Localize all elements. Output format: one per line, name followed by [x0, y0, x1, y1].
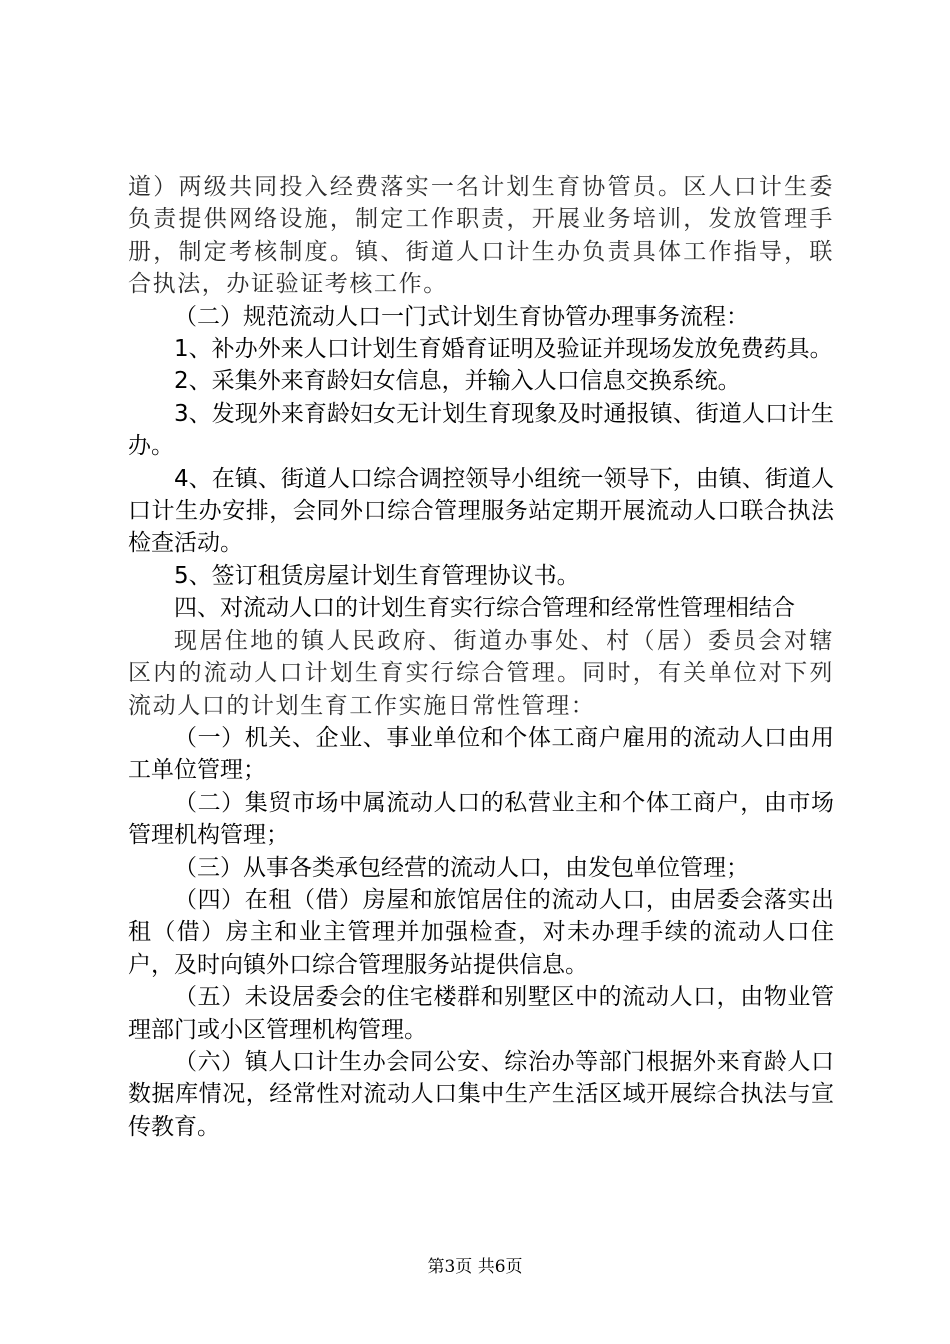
paragraph-section-heading: （二）规范流动人口一门式计划生育协管办理事务流程： — [174, 303, 749, 330]
paragraph-item-5: 5、签订租赁房屋计划生育管理协议书。 — [174, 562, 580, 589]
paragraph-intro: 现居住地的镇人民政府、街道办事处、村（居）委员会对辖区内的流动人口计划生育实行综合管理。同时，有关单位对下列流动人口的计划生育工作实施日常性管理： — [128, 627, 834, 719]
paragraph-item-4: 4、在镇、街道人口综合调控领导小组统一领导下，由镇、街道人口计生办安排，会同外口综合管理服务站定期开展流动人口联合执法检查活动。 — [128, 465, 834, 557]
paragraph-sub-2: （二）集贸市场中属流动人口的私营业主和个体工商户，由市场管理机构管理； — [128, 789, 834, 849]
paragraph-sub-6: （六）镇人口计生办会同公安、综治办等部门根据外来育龄人口数据库情况，经常性对流动人口集中生产生活区域开展综合执法与宣传教育。 — [128, 1048, 834, 1140]
paragraph-heading-four: 四、对流动人口的计划生育实行综合管理和经常性管理相结合 — [174, 595, 795, 622]
paragraph-item-1: 1、补办外来人口计划生育婚育证明及验证并现场发放免费药具。 — [174, 336, 833, 363]
paragraph-sub-4: （四）在租（借）房屋和旅馆居住的流动人口，由居委会落实出租（借）房主和业主管理并加强检查，对未办理手续的流动人口住户，及时向镇外口综合管理服务站提供信息。 — [128, 886, 834, 978]
paragraph-sub-5: （五）未设居委会的住宅楼群和别墅区中的流动人口，由物业管理部门或小区管理机构管理。 — [128, 984, 834, 1043]
paragraph-item-3: 3、发现外来育龄妇女无计划生育现象及时通报镇、街道人口计生办。 — [128, 400, 834, 460]
document-body — [128, 171, 834, 1143]
paragraph-item-2: 2、采集外来育龄妇女信息，并输入人口信息交换系统。 — [174, 368, 741, 395]
paragraph-sub-1: （一）机关、企业、事业单位和个体工商户雇用的流动人口由用工单位管理； — [128, 724, 834, 784]
paragraph-sub-3: （三）从事各类承包经营的流动人口，由发包单位管理； — [174, 854, 749, 881]
page-number-footer: 第3页 共6页 — [427, 1257, 523, 1277]
paragraph-continuation: 道）两级共同投入经费落实一名计划生育协管员。区人口计生委负责提供网络设施，制定工作职责，开展业务培训，发放管理手册，制定考核制度。镇、街道人口计生办负责具体工作指导，联合执法，办证验证考核工作。 — [128, 174, 834, 298]
